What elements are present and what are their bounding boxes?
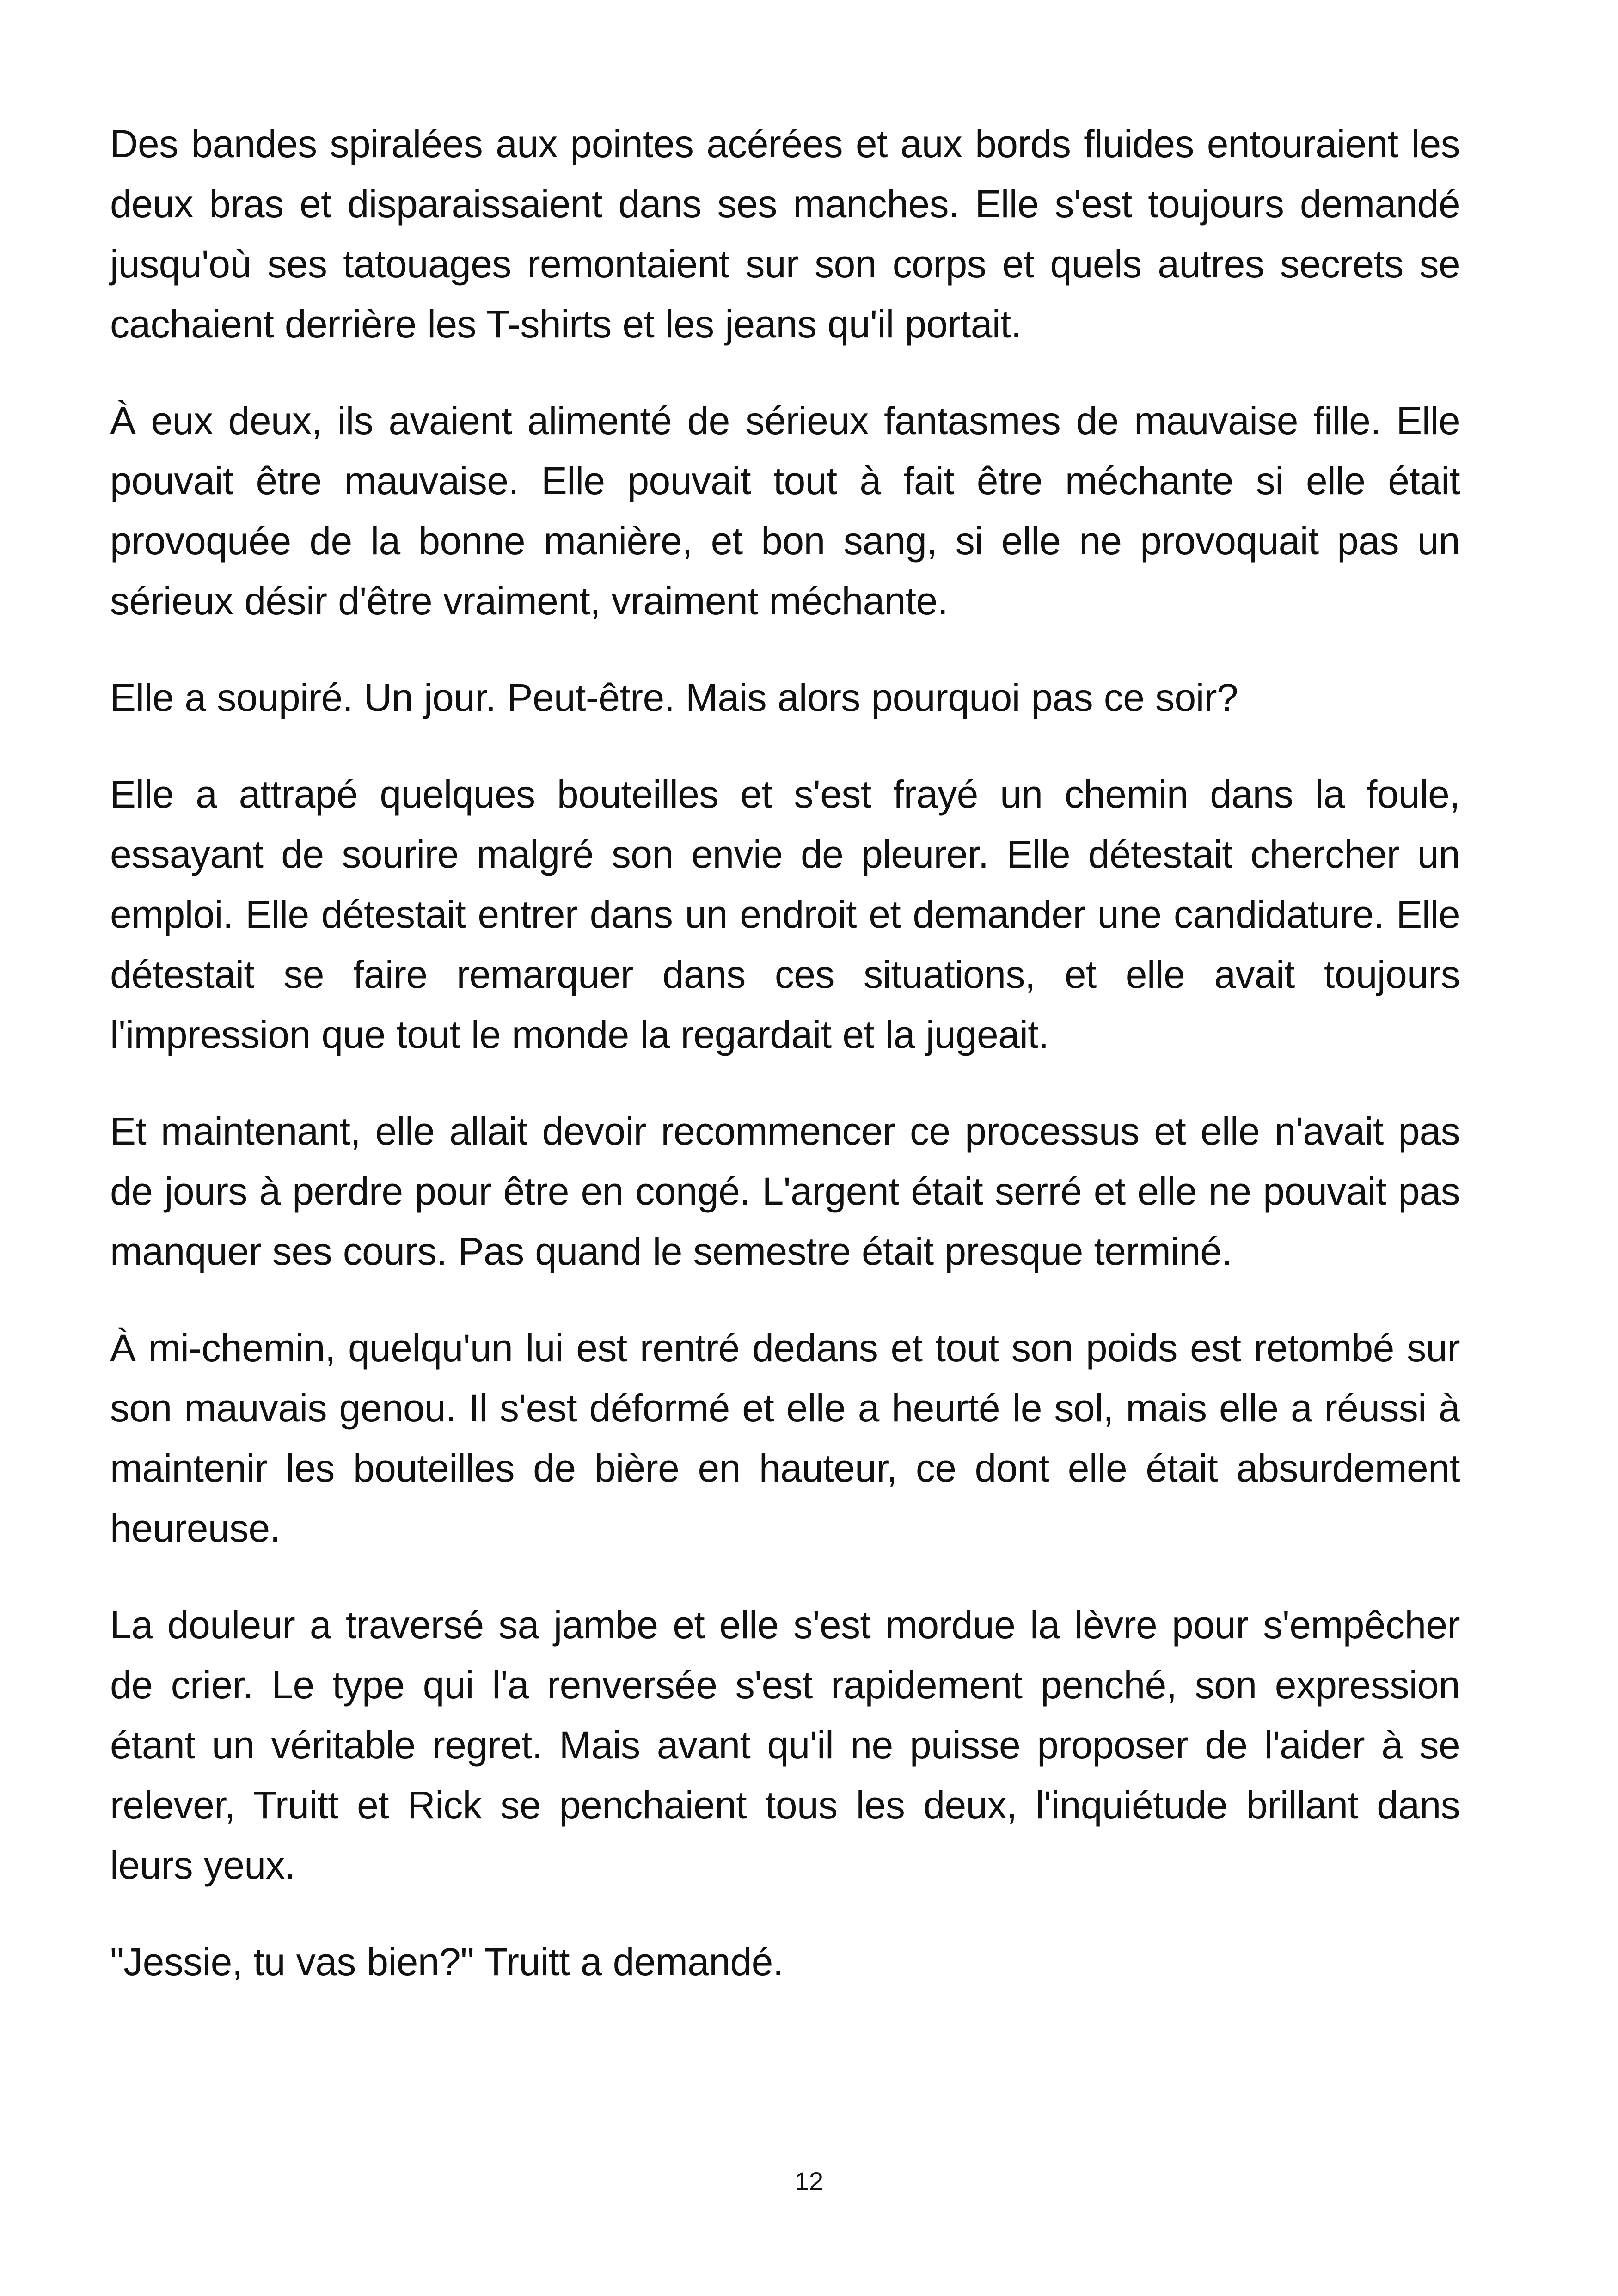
paragraph-7: La douleur a traversé sa jambe et elle s'est mordue la lèvre pour s'empêcher de crier. Le type qui l'a renversée s'est rapidement penché, son expression étant un véritable regret. Mais avant qu'il ne puisse proposer de l'aider à se relever, Truitt et Rick se penchaient tous les deux, l'inquiétude brillant dans leurs yeux. <box>110 1603 1460 1887</box>
paragraph-4: Elle a attrapé quelques bouteilles et s'est frayé un chemin dans la foule, essayant de sourire malgré son envie de pleurer. Elle détestait chercher un emploi. Elle détestait entrer dans un endroit et demander une candidature. Elle détestait se faire remarquer dans ces situations, et elle avait toujours l'impression que tout le monde la regardait et la jugeait. <box>110 772 1460 1056</box>
paragraph-6: À mi-chemin, quelqu'un lui est rentré dedans et tout son poids est retombé sur son mauvais genou. Il s'est déformé et elle a heurté le sol, mais elle a réussi à maintenir les bouteilles de bière en hauteur, ce dont elle était absurdement heureuse. <box>110 1326 1460 1550</box>
paragraph-3: Elle a soupiré. Un jour. Peut-être. Mais alors pourquoi pas ce soir? <box>110 676 1238 719</box>
text-body <box>110 114 1460 1992</box>
paragraph-5: Et maintenant, elle allait devoir recommencer ce processus et elle n'avait pas de jours à perdre pour être en congé. L'argent était serré et elle ne pouvait pas manquer ses cours. Pas quand le semestre était presque terminé. <box>110 1109 1460 1273</box>
paragraph-2: À eux deux, ils avaient alimenté de sérieux fantasmes de mauvaise fille. Elle pouvait être mauvaise. Elle pouvait tout à fait être méchante si elle était provoquée de la bonne manière, et bon sang, si elle ne provoquait pas un sérieux désir d'être vraiment, vraiment méchante. <box>110 399 1460 623</box>
page-number: 12 <box>794 2167 824 2196</box>
paragraph-8: "Jessie, tu vas bien?" Truitt a demandé. <box>110 1940 784 1984</box>
paragraph-1: Des bandes spiralées aux pointes acérées et aux bords fluides entouraient les deux bras et disparaissaient dans ses manches. Elle s'est toujours demandé jusqu'où ses tatouages remontaient sur son corps et quels autres secrets se cachaient derrière les T-shirts et les jeans qu'il portait. <box>110 122 1460 346</box>
